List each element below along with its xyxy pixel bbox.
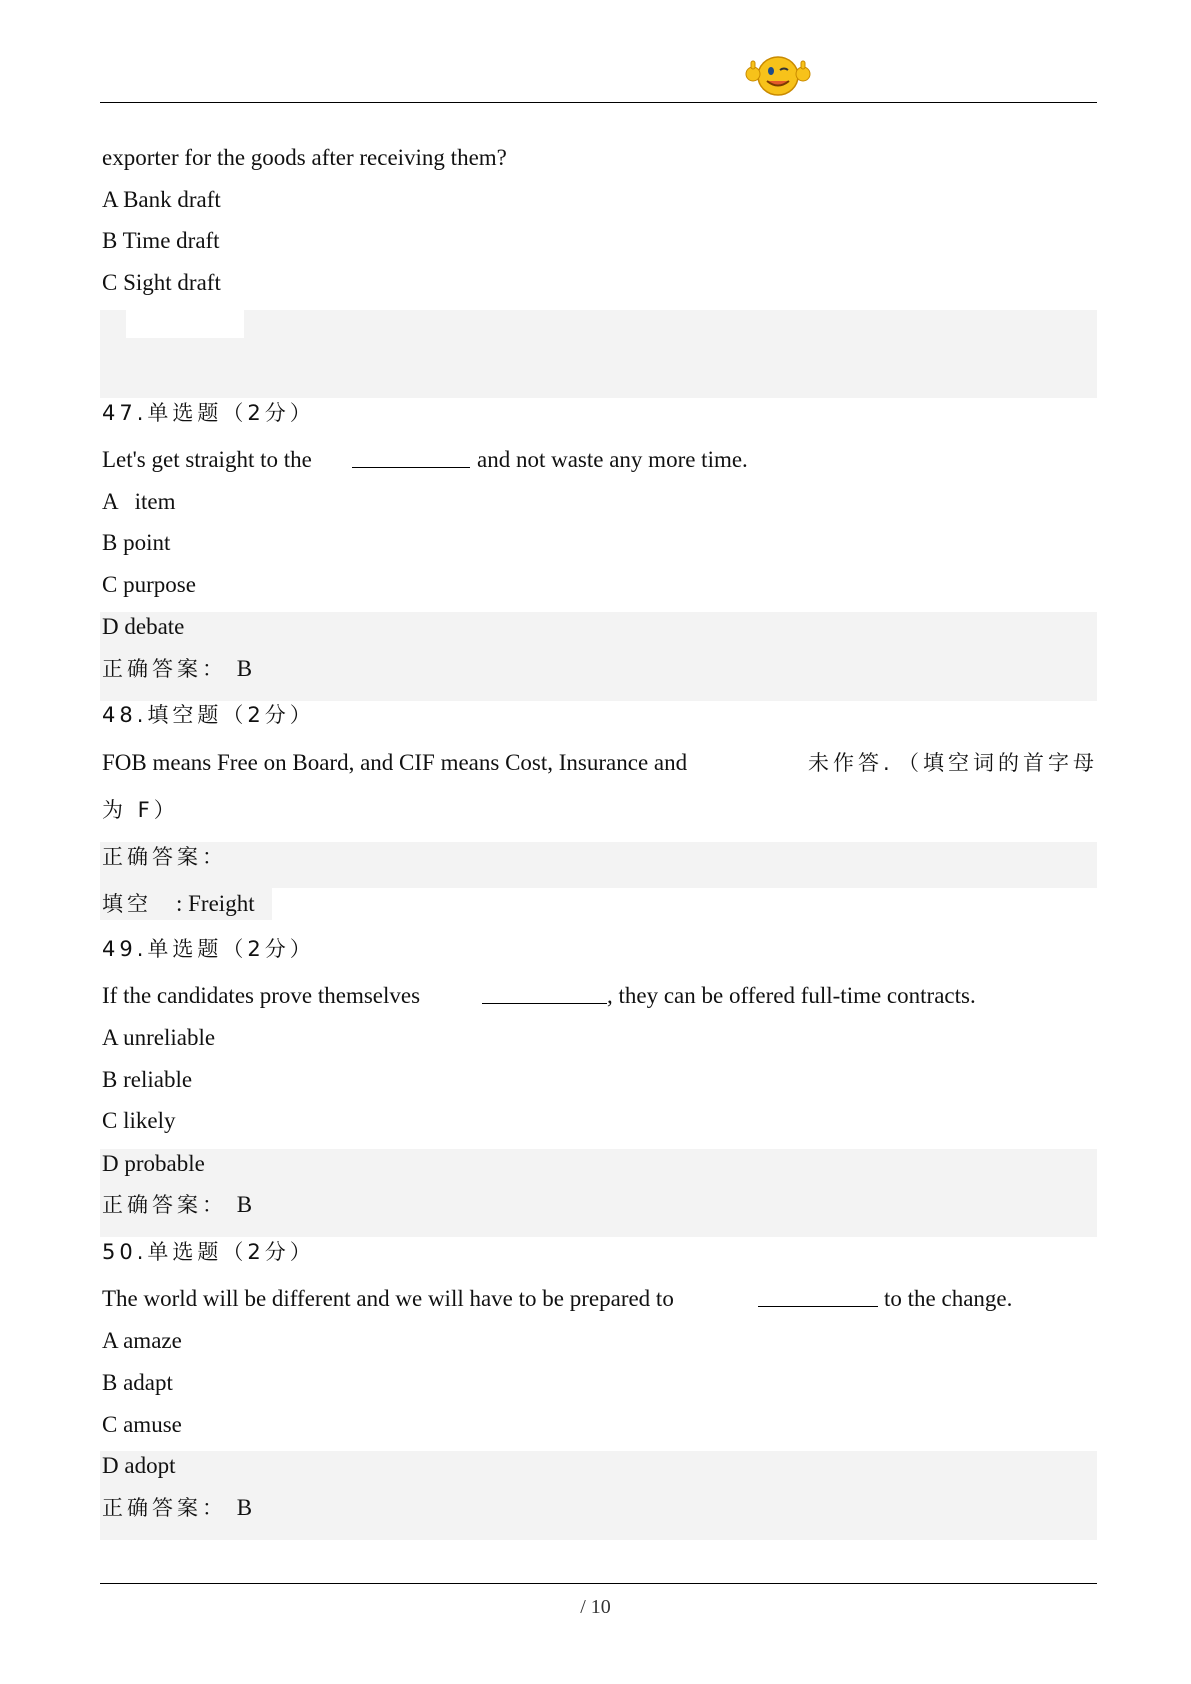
q47-option-a: A item <box>102 489 176 514</box>
q50-option-b: B adapt <box>102 1370 173 1395</box>
q46-answer-box <box>100 310 1097 398</box>
q50-option-c: C amuse <box>102 1412 182 1437</box>
q49-answer <box>102 1190 252 1220</box>
q49-option-c: C likely <box>102 1108 176 1133</box>
q49-answer-value: B <box>236 1192 253 1217</box>
q48-fill-label: 填空 <box>102 892 152 916</box>
q48-header: 48.填空题（2分） <box>102 703 315 727</box>
q49-stem-before: If the candidates prove themselves <box>102 983 421 1008</box>
q48-hint-b: 为 F） <box>102 798 179 822</box>
q50-stem-before: The world will be different and we will have to be prepared to <box>102 1286 674 1311</box>
header-rule <box>100 102 1097 103</box>
q49-option-d: D probable <box>102 1151 205 1176</box>
q46-answer-gap <box>126 310 244 338</box>
q47-stem-after: and not waste any more time. <box>477 447 748 472</box>
q50-stem-after: to the change. <box>884 1286 1013 1311</box>
q47-answer <box>102 654 252 684</box>
q50-answer-value: B <box>236 1495 253 1520</box>
q47-option-d: D debate <box>102 614 185 639</box>
smiley-thumbs-up-icon <box>745 52 811 98</box>
q48-status: 未作答. <box>808 751 894 775</box>
q46-option-b: B Time draft <box>102 228 220 253</box>
q48-hint-a: （填空词的首字母 <box>898 751 1098 775</box>
q46-stem: exporter for the goods after receiving them? <box>102 145 507 170</box>
q49-option-a: A unreliable <box>102 1025 216 1050</box>
q48-answer-box <box>100 842 1097 888</box>
q49-answer-label: 正确答案： <box>102 1193 227 1217</box>
q47-stem-before: Let's get straight to the <box>102 447 312 472</box>
q47-header: 47.单选题（2分） <box>102 401 315 425</box>
q50-header: 50.单选题（2分） <box>102 1240 315 1264</box>
q50-blank <box>758 1284 878 1315</box>
q47-option-b: B point <box>102 530 171 555</box>
q47-answer-label: 正确答案： <box>102 657 227 681</box>
q48-stem: FOB means Free on Board, and CIF means Cost, Insurance and <box>102 750 688 775</box>
q46-option-a: A Bank draft <box>102 187 221 212</box>
footer-rule <box>100 1583 1097 1584</box>
page-number: / 10 <box>580 1596 611 1618</box>
q50-option-d: D adopt <box>102 1453 176 1478</box>
q48-fill-value: : Freight <box>176 891 255 916</box>
q49-header: 49.单选题（2分） <box>102 937 315 961</box>
q50-answer <box>102 1493 252 1523</box>
q49-option-b: B reliable <box>102 1067 193 1092</box>
q47-blank <box>352 445 470 476</box>
q49-blank <box>482 981 607 1012</box>
q46-option-c: C Sight draft <box>102 270 221 295</box>
q50-answer-label: 正确答案： <box>102 1496 227 1520</box>
q47-option-c: C purpose <box>102 572 196 597</box>
q48-answer-label: 正确答案： <box>102 845 227 869</box>
q50-option-a: A amaze <box>102 1328 182 1353</box>
q47-answer-value: B <box>236 656 253 681</box>
q49-stem-after: , they can be offered full-time contracts. <box>607 983 976 1008</box>
